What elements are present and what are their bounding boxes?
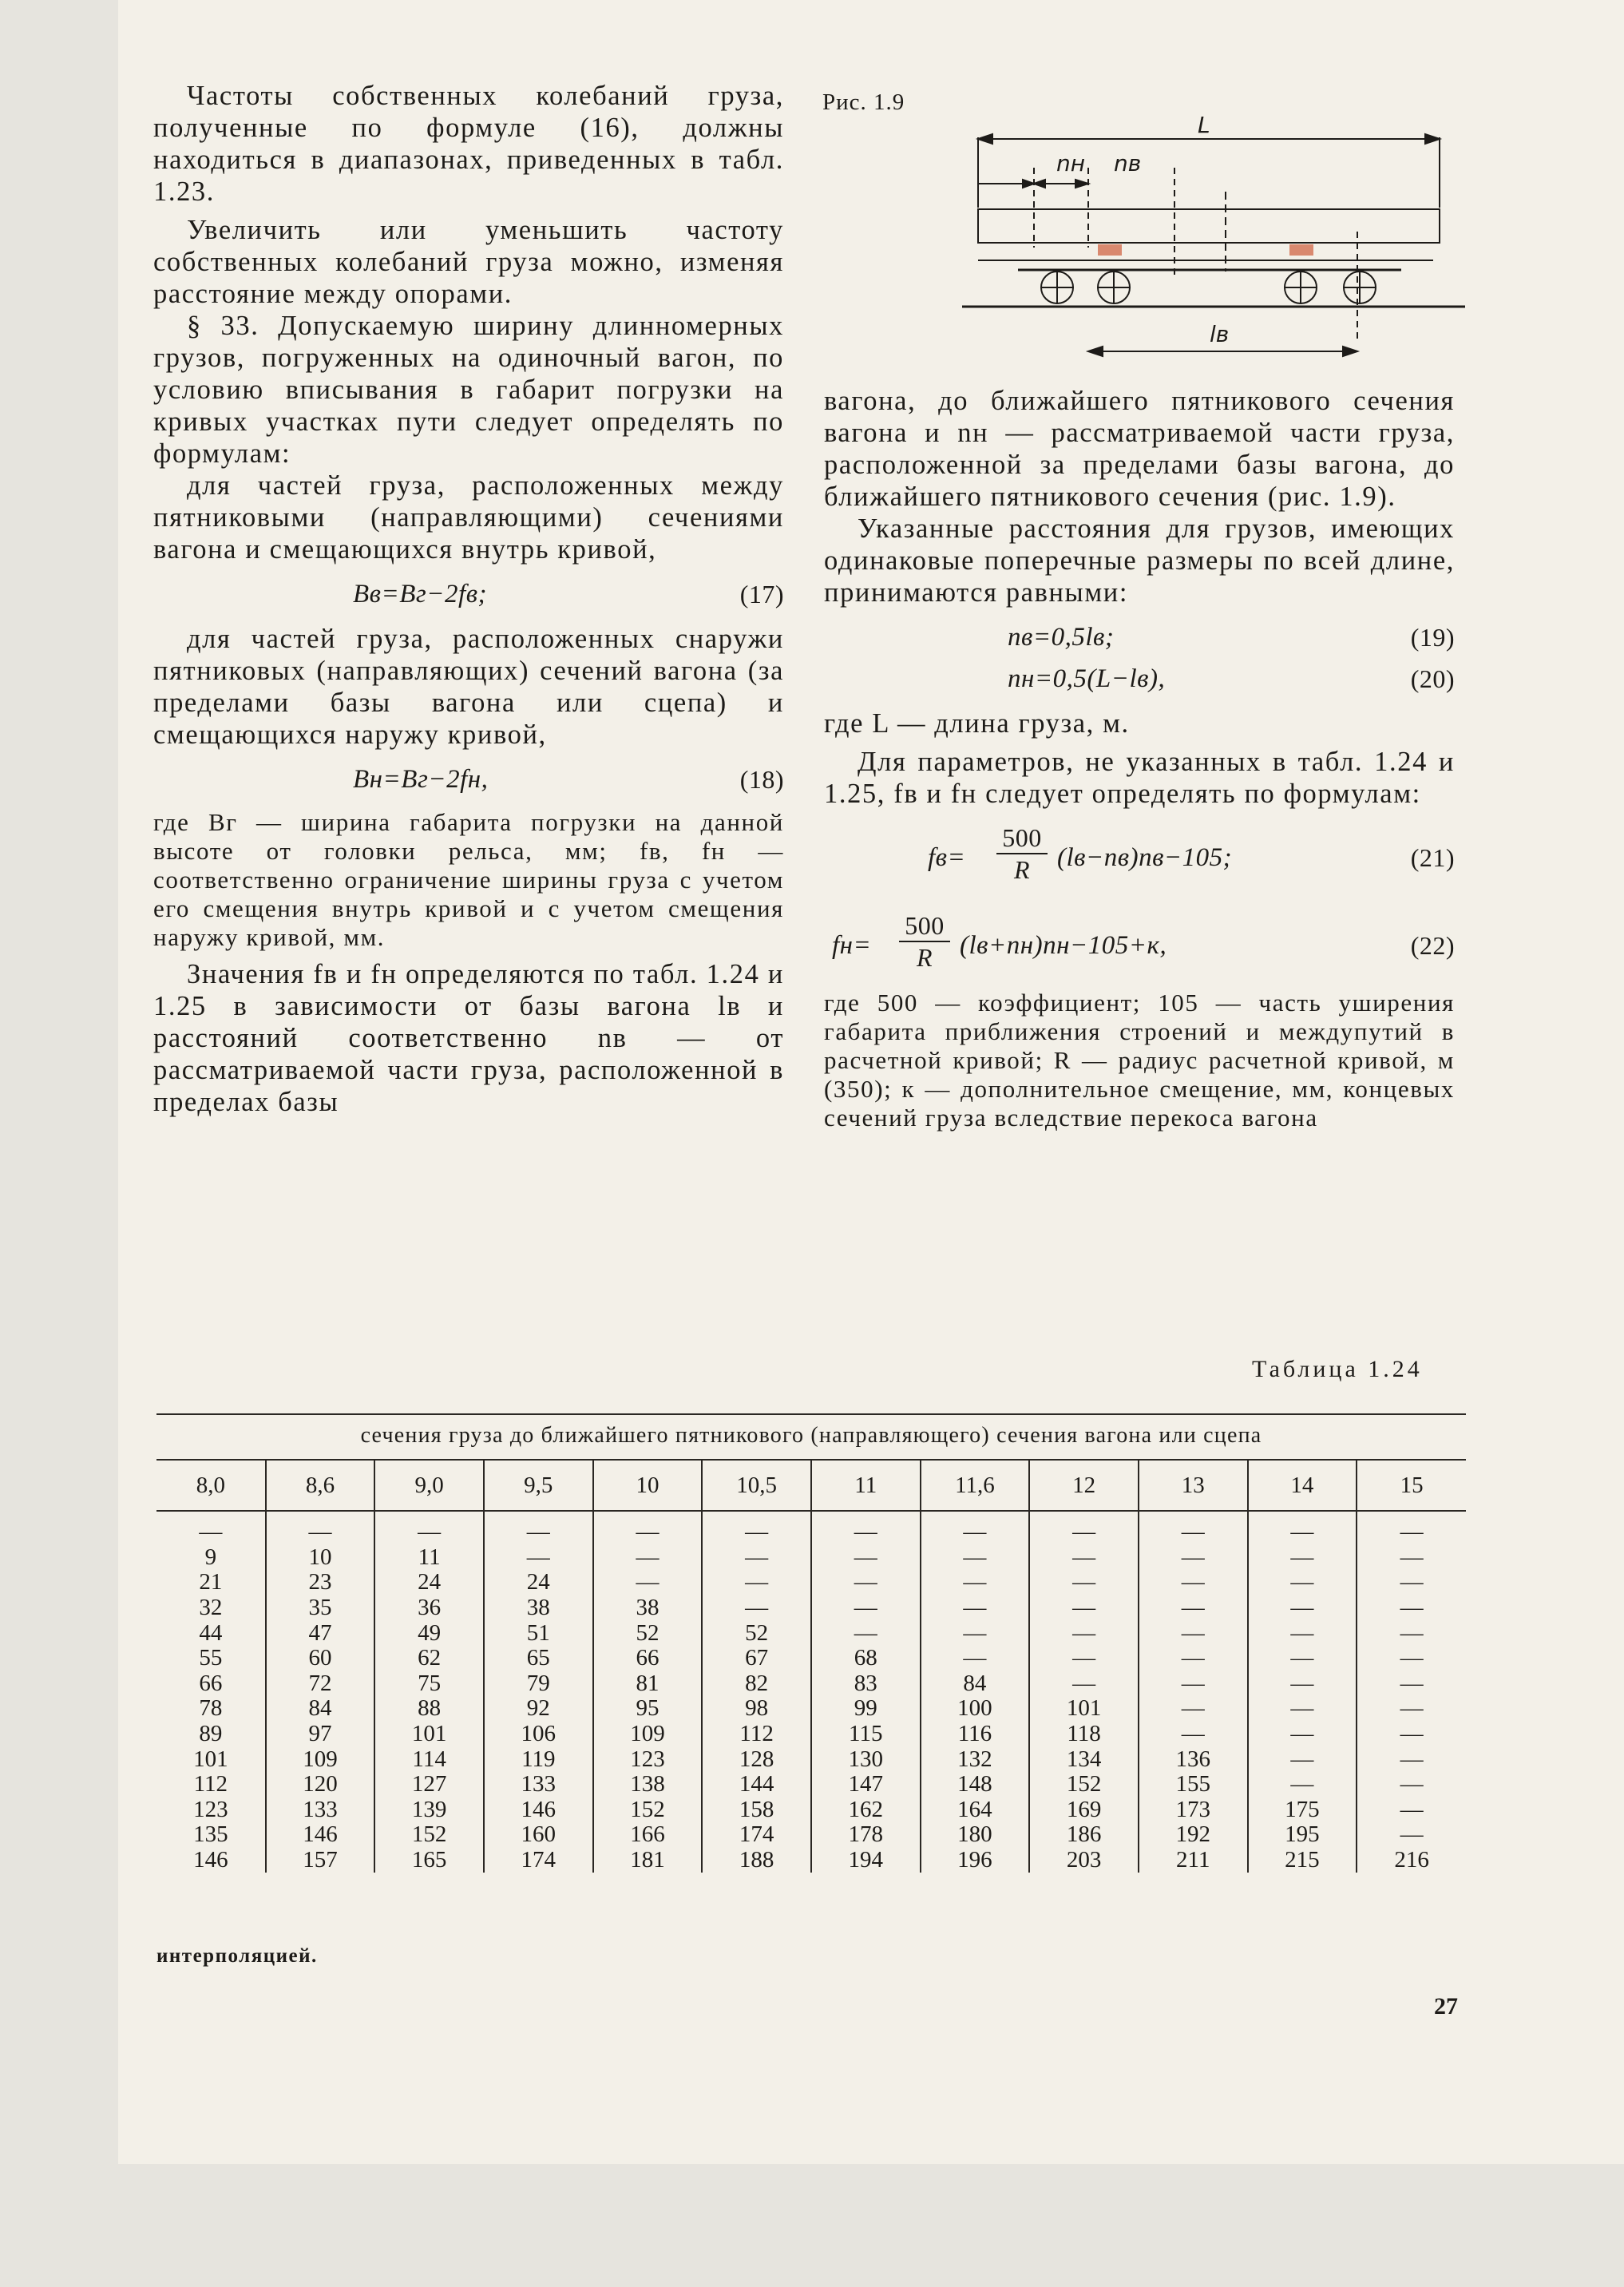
page-number: 27 [1434,1993,1458,2019]
table-cell: 99 [811,1696,921,1722]
table-cell: — [921,1545,1030,1571]
table-cell: — [921,1511,1030,1545]
table-body [156,1511,1466,1873]
table-cell: 169 [1029,1797,1139,1823]
table-cell: 181 [593,1848,703,1873]
table-cell: — [1248,1595,1357,1621]
table-cell: — [593,1511,703,1545]
table-cell: 98 [702,1696,811,1722]
table-cell: — [484,1545,593,1571]
table-cell: 164 [921,1797,1030,1823]
wagon-diagram [954,112,1465,375]
table-rule [156,1413,1466,1415]
table-cell: 144 [702,1772,811,1797]
paragraph: где L — длина груза, м. [824,708,1130,739]
table-header-caption: сечения груза до ближайшего пятникового (направляющего) сечения вагона или сцепа [360,1423,1262,1448]
table-row [156,1671,1466,1697]
table-row [156,1620,1466,1646]
paragraph: Значения fв и fн определяются по табл. 1.24 и 1.25 в зависимости от базы вагона lв и расстояний соответственно nв — от рассматриваемой части груза, расположенной в пределах базы [153,959,784,1117]
label-lv: lв [1210,321,1230,347]
table-cell: — [1139,1570,1248,1595]
table-cell: 100 [921,1696,1030,1722]
table-cell: 38 [593,1595,703,1621]
table-column-header: 11 [811,1461,921,1511]
table-cell: 60 [266,1646,375,1671]
table-cell: — [1248,1696,1357,1722]
table-cell: — [811,1620,921,1646]
table-cell: 88 [374,1696,484,1722]
table-cell: 84 [266,1696,375,1722]
table-cell: 158 [702,1797,811,1823]
formula-rhs: (lв−nв)nв−105; [1057,843,1233,872]
table-cell: 215 [1248,1848,1357,1873]
table-cell: 180 [921,1822,1030,1848]
paragraph: Для параметров, не указанных в табл. 1.24 и 1.25, fв и fн следует определять по формулам: [824,747,1455,809]
table-cell: 152 [593,1797,703,1823]
table-cell: — [199,1519,223,1545]
table-cell: 109 [593,1722,703,1747]
table-cell: 95 [593,1696,703,1722]
paragraph: Увеличить или уменьшить частоту собственных колебаний груза можно, изменяя расстояние между опорами. [153,215,784,309]
table-cell: — [921,1646,1030,1671]
table-cell: 152 [1029,1772,1139,1797]
table-cell: 115 [811,1722,921,1747]
table-cell: — [702,1570,811,1595]
table-column-header: 11,6 [921,1461,1030,1511]
table-cell: 89 [199,1721,223,1747]
table-cell: 130 [811,1746,921,1772]
table-cell: 211 [1139,1848,1248,1873]
data-table [156,1461,1466,1873]
table-cell: 23 [266,1570,375,1595]
table-cell: — [811,1511,921,1545]
table-cell: 175 [1248,1797,1357,1823]
table-cell: 138 [593,1772,703,1797]
table-cell: — [1139,1722,1248,1747]
paragraph: Указанные расстояния для грузов, имеющих одинаковые поперечные размеры по всей длине, принимаются равными: [824,513,1455,608]
table-row [156,1646,1466,1671]
table-cell: — [1248,1671,1357,1697]
figure-caption: Рис. 1.9 [822,89,905,115]
table-cell: — [1248,1772,1357,1797]
table-cell: 166 [593,1822,703,1848]
table-cell: — [921,1620,1030,1646]
table-cell: — [1248,1722,1357,1747]
table-cell: — [1357,1671,1466,1697]
formula-22 [824,902,1455,985]
table-cell: 9 [204,1544,217,1570]
table-cell: — [811,1570,921,1595]
table-cell: — [1357,1722,1466,1747]
table-cell: 72 [266,1671,375,1697]
table-cell: 152 [374,1822,484,1848]
table-cell: 67 [702,1646,811,1671]
table-cell: 155 [1139,1772,1248,1797]
table-cell: 128 [702,1746,811,1772]
cargo-body [978,209,1440,243]
table-cell: — [702,1595,811,1621]
table-cell: 157 [266,1848,375,1873]
table-cell: 52 [702,1620,811,1646]
table-row [156,1511,1466,1545]
table-cell: 136 [1139,1746,1248,1772]
table-column-header: 9,0 [374,1461,484,1511]
paragraph-definitions: где 500 — коэффициент; 105 — часть уширения габарита приближения строений и междупутий в расчетной кривой; R — радиус расчетной кривой, м (350); к — дополнительное смещение, мм, концевых сечений груза вследствие перекоса вагона [824,989,1455,1132]
table-cell: 178 [811,1822,921,1848]
table-cell: 216 [1357,1848,1466,1873]
table-cell: 24 [484,1570,593,1595]
table-cell: 82 [702,1671,811,1697]
table-cell: — [1029,1671,1139,1697]
table-cell: 173 [1139,1797,1248,1823]
table-cell: 123 [193,1796,228,1822]
table-cell: — [1357,1696,1466,1722]
paragraph-section-33: § 33. Допускаемую ширину длинномерных грузов, погруженных на одиночный вагон, по условию вписывания в габарит погрузки на кривых участках пути следует определять по формулам: [153,311,784,469]
table-cell: 106 [484,1722,593,1747]
table-cell: 139 [374,1797,484,1823]
support-pad [1289,244,1313,256]
table-cell: — [266,1511,375,1545]
table-cell: 118 [1029,1722,1139,1747]
table-cell: 112 [702,1722,811,1747]
fraction-numerator: 500 [996,822,1048,854]
table-cell: — [1357,1620,1466,1646]
table-cell: — [593,1570,703,1595]
table-column-header: 13 [1139,1461,1248,1511]
fraction-denominator: R [1013,855,1031,884]
table-cell: 36 [374,1595,484,1621]
table-row [156,1746,1466,1772]
table-cell: 146 [266,1822,375,1848]
table-cell: — [1248,1511,1357,1545]
fraction-denominator: R [916,943,933,972]
table-cell: 32 [199,1595,223,1621]
formula-number: (21) [1410,843,1455,872]
support-pad [1098,244,1122,256]
table-cell: — [1248,1620,1357,1646]
table-column-header: 15 [1357,1461,1466,1511]
table-cell: — [1357,1646,1466,1671]
table-cell: 51 [484,1620,593,1646]
table-cell: — [1357,1511,1466,1545]
paragraph-definitions: где Bг — ширина габарита погрузки на данной высоте от головки рельса, мм; fв, fн — соответственно ограничение ширины груза с учетом его смещения внутрь кривой и с учетом смещения наружу кривой, мм. [153,808,784,951]
table-cell: — [1139,1511,1248,1545]
table-column-header: 14 [1248,1461,1357,1511]
formula-21 [824,815,1455,898]
table-cell: 79 [484,1671,593,1697]
table-cell: 84 [921,1671,1030,1697]
footnote: интерполяцией. [156,1945,318,1967]
table-cell: 62 [374,1646,484,1671]
table-cell: 81 [593,1671,703,1697]
table-cell: — [1029,1545,1139,1571]
table-cell: — [1248,1746,1357,1772]
table-cell: 92 [484,1696,593,1722]
table-row [156,1822,1466,1848]
table-cell: — [1029,1511,1139,1545]
table-column-header: 12 [1029,1461,1139,1511]
table-cell: 186 [1029,1822,1139,1848]
table-row [156,1545,1466,1571]
table-cell: 38 [484,1595,593,1621]
table-cell: — [811,1545,921,1571]
table-cell: 160 [484,1822,593,1848]
table-cell: 135 [193,1821,228,1848]
table-cell: 44 [199,1619,223,1646]
table-cell: 146 [193,1847,228,1873]
table-cell: — [1357,1746,1466,1772]
paragraph: вагона, до ближайшего пятникового сечения вагона и nн — рассматриваемой части груза, расположенной за пределами базы вагона, до ближайшего пятникового сечения (рис. 1.9). [824,386,1455,512]
table-cell: — [593,1545,703,1571]
table-cell: — [1357,1822,1466,1848]
table-cell: 75 [374,1671,484,1697]
table-cell: 188 [702,1848,811,1873]
table-cell: — [811,1595,921,1621]
label-L: L [1198,112,1210,138]
formula-text: Bн=Bг−2fн, [353,765,489,794]
table-cell: 174 [484,1848,593,1873]
table-cell: 162 [811,1797,921,1823]
formula-text: nн=0,5(L−lв), [1008,664,1166,693]
paragraph: для частей груза, расположенных снаружи пятниковых (направляющих) сечений вагона (за пределами базы вагона или сцепа) и смещающихся наружу кривой, [153,624,784,750]
table-cell: 203 [1029,1848,1139,1873]
table-cell: 24 [374,1570,484,1595]
table-header-row [156,1461,1466,1511]
table-cell: 119 [484,1746,593,1772]
table-cell: — [1248,1570,1357,1595]
table-column-header: 10 [593,1461,703,1511]
table-cell: 123 [593,1746,703,1772]
table-row [156,1595,1466,1621]
table-cell: 132 [921,1746,1030,1772]
table-cell: 66 [199,1670,223,1696]
table-cell: 114 [374,1746,484,1772]
label-nn: nн [1056,150,1086,176]
table-column-header: 9,5 [484,1461,593,1511]
table-cell: — [1357,1772,1466,1797]
table-column-header: 8,6 [266,1461,375,1511]
table-row [156,1722,1466,1747]
table-cell: 146 [484,1797,593,1823]
formula-text: nв=0,5lв; [1008,623,1115,652]
table-cell: 133 [484,1772,593,1797]
table-title: Таблица 1.24 [1252,1356,1423,1382]
table-cell: — [702,1511,811,1545]
table-cell: 194 [811,1848,921,1873]
label-nv: nв [1114,150,1142,176]
table-cell: — [1029,1570,1139,1595]
table-cell: 83 [811,1671,921,1697]
table-cell: 49 [374,1620,484,1646]
table-cell: — [1248,1646,1357,1671]
fraction-numerator: 500 [899,910,950,942]
table-cell: 174 [702,1822,811,1848]
table-cell: 65 [484,1646,593,1671]
table-cell: 148 [921,1772,1030,1797]
table-cell: — [1139,1671,1248,1697]
formula-lhs: fв= [928,843,966,872]
table-cell: 127 [374,1772,484,1797]
table-cell: 196 [921,1848,1030,1873]
table-row [156,1848,1466,1873]
paragraph: для частей груза, расположенных между пятниковыми (направляющими) сечениями вагона и смещающихся внутрь кривой, [153,470,784,565]
table-cell: — [702,1545,811,1571]
table-cell: 47 [266,1620,375,1646]
table-cell: 11 [374,1545,484,1571]
table-column-header: 8,0 [156,1461,266,1511]
table-cell: — [1029,1620,1139,1646]
formula-number: (20) [1410,664,1455,693]
formula-20 [824,655,1455,704]
table-cell: — [1139,1545,1248,1571]
table-cell: 192 [1139,1822,1248,1848]
table-cell: 101 [1029,1696,1139,1722]
table-cell: 21 [199,1569,223,1595]
table-cell: 10 [266,1545,375,1571]
formula-rhs: (lв+nн)nн−105+к, [960,931,1167,960]
table-cell: 109 [266,1746,375,1772]
right-column [824,385,1455,1132]
table-cell: 147 [811,1772,921,1797]
formula-18 [153,755,784,805]
table-cell: 165 [374,1848,484,1873]
table-cell: — [1139,1620,1248,1646]
table-cell: — [1357,1797,1466,1823]
table-cell: — [1139,1696,1248,1722]
table-column-header: 10,5 [702,1461,811,1511]
table-cell: 195 [1248,1822,1357,1848]
table-cell: 52 [593,1620,703,1646]
table-row [156,1696,1466,1722]
table-row [156,1797,1466,1823]
left-column [153,80,784,1118]
table-cell: 133 [266,1797,375,1823]
formula-number: (19) [1410,623,1455,652]
table-cell: — [921,1595,1030,1621]
table-cell: 97 [266,1722,375,1747]
formula-17 [153,570,784,620]
fraction [899,910,950,973]
table-cell: 66 [593,1646,703,1671]
table-cell: 112 [193,1771,228,1797]
table-cell: — [1357,1595,1466,1621]
table-cell: — [921,1570,1030,1595]
table-cell: — [1139,1646,1248,1671]
formula-number: (18) [739,765,784,794]
table-cell: 78 [199,1695,223,1722]
table-cell: — [1248,1545,1357,1571]
table-cell: 134 [1029,1746,1139,1772]
formula-number: (22) [1410,931,1455,960]
formula-number: (17) [739,580,784,608]
formula-text: Bв=Bг−2fв; [353,580,488,608]
table-cell: 101 [193,1746,228,1772]
fraction [996,822,1048,885]
table-cell: 68 [811,1646,921,1671]
table-cell: — [1357,1545,1466,1571]
paragraph: Частоты собственных колебаний груза, полученные по формуле (16), должны находиться в диапазонах, приведенных в табл. 1.23. [153,81,784,207]
table-row [156,1570,1466,1595]
table-cell: 120 [266,1772,375,1797]
table-cell: — [1357,1570,1466,1595]
table-cell: 35 [266,1595,375,1621]
formula-lhs: fн= [832,931,872,960]
table-cell: 55 [199,1645,223,1671]
table-cell: 101 [374,1722,484,1747]
table-cell: 116 [921,1722,1030,1747]
table-cell: — [1029,1595,1139,1621]
table-cell: — [1029,1646,1139,1671]
table-cell: — [484,1511,593,1545]
table-cell: — [1139,1595,1248,1621]
table-cell: — [374,1511,484,1545]
table-row [156,1772,1466,1797]
